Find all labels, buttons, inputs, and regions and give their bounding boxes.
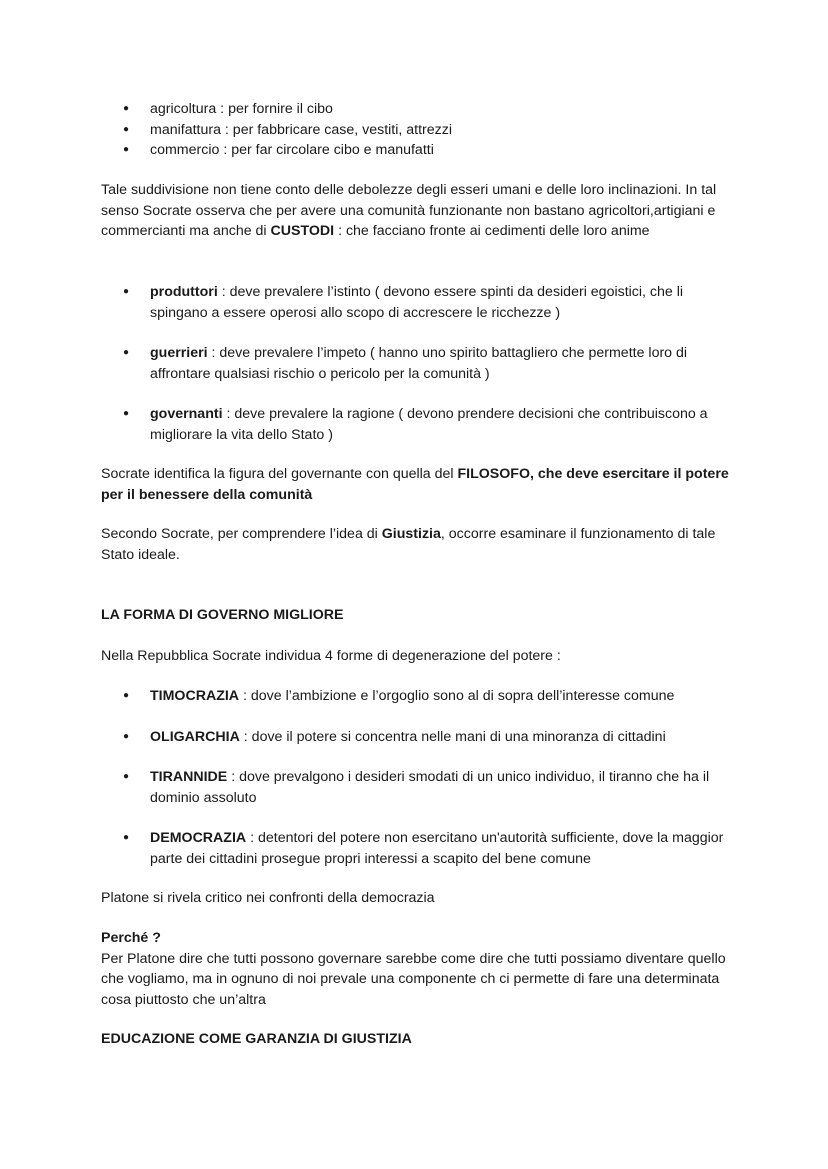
- forms-intro-paragraph: Nella Repubblica Socrate individua 4 forme di degenerazione del potere :: [101, 648, 561, 664]
- giustizia-paragraph: Secondo Socrate, per comprendere l’idea di Giustizia, occorre esaminare il funzionamento di tale Stato ideale.: [101, 526, 716, 563]
- section-heading: EDUCAZIONE COME GARANZIA DI GIUSTIZIA: [101, 1031, 412, 1047]
- classes-list: [101, 282, 731, 445]
- list-item: ● DEMOCRAZIA : detentori del potere non esercitano un'autorità sufficiente, dove la maggior parte dei cittadini prosegue propri interessi a scapito del bene comune: [101, 828, 731, 869]
- list-item: ● TIMOCRAZIA : dove l’ambizione e l’orgoglio sono al di sopra dell’interesse comune: [101, 686, 731, 707]
- list-item: ● produttori : deve prevalere l’istinto ( devono essere spinti da desideri egoistici, che li spingano a essere operosi allo scopo di accrescere le ricchezze ): [101, 282, 731, 323]
- filosofo-paragraph: Socrate identifica la figura del governante con quella del FILOSOFO, che deve esercitare il potere per il benessere della comunità: [101, 466, 729, 503]
- list-item: ● governanti : deve prevalere la ragione ( devono prendere decisioni che contribuiscono a migliorare la vita dello Stato ): [101, 404, 731, 445]
- list-item: ● guerrieri : deve prevalere l’impeto ( hanno uno spirito battagliero che permette loro di affrontare qualsiasi rischio o pericolo per la comunità ): [101, 343, 731, 384]
- question-label: Perché ?: [101, 930, 161, 946]
- list-item: ● agricoltura : per fornire il cibo: [101, 99, 731, 120]
- list-item: ● commercio : per far circolare cibo e manufatti: [101, 140, 731, 161]
- custodi-paragraph: Tale suddivisione non tiene conto delle debolezze degli esseri umani e delle loro inclinazioni. In tal senso Socrate osserva che per avere una comunità funzionante non bastano agricoltori,artigiani e commercianti ma anche di CUSTODI : che facciano fronte ai cedimenti delle loro anime: [101, 182, 717, 239]
- economic-activities-list: [101, 99, 731, 161]
- list-item: ● TIRANNIDE : dove prevalgono i desideri smodati di un unico individuo, il tiranno che ha il dominio assoluto: [101, 767, 731, 808]
- democracy-critique-paragraph: Platone si rivela critico nei confronti della democrazia: [101, 890, 435, 906]
- section-heading: LA FORMA DI GOVERNO MIGLIORE: [101, 607, 344, 623]
- list-item: ● OLIGARCHIA : dove il potere si concentra nelle mani di una minoranza di cittadini: [101, 727, 731, 748]
- list-item: ● manifattura : per fabbricare case, vestiti, attrezzi: [101, 120, 731, 141]
- question-paragraph: Perché ? Per Platone dire che tutti possono governare sarebbe come dire che tutti possiamo diventare quello che vogliamo, ma in ognuno di noi prevale una componente ch ci permette di fare una determinata cosa piuttosto che un’altra: [101, 930, 726, 1008]
- government-forms-list: [101, 686, 731, 869]
